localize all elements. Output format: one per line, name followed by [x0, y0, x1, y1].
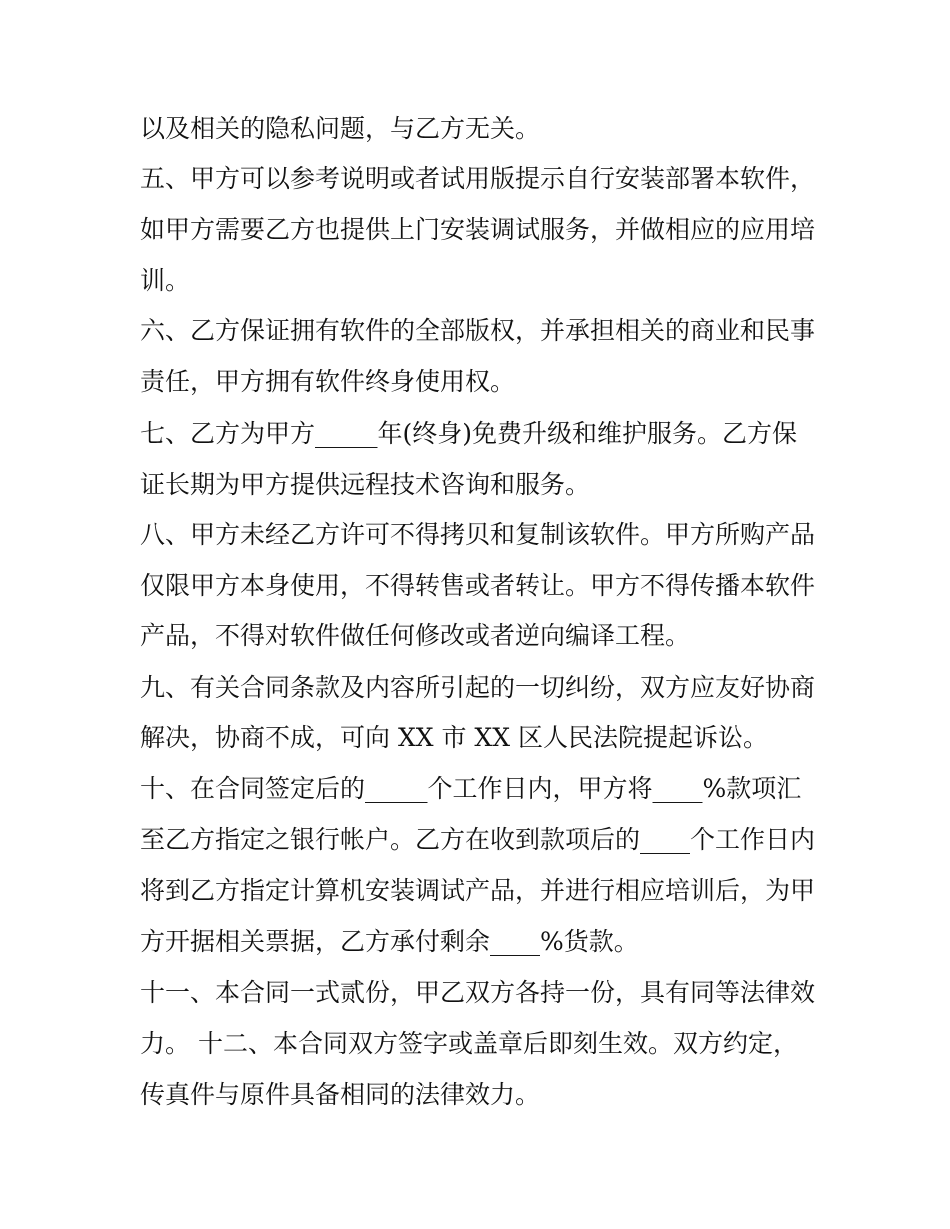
text-line: 传真件与原件具备相同的法律效力。 — [140, 1080, 541, 1109]
text-line: 十、在合同签定后的_____个工作日内，甲方将____%款项汇 — [140, 774, 802, 803]
text-line: 十一、本合同一式贰份，甲乙双方各持一份，具有同等法律效 — [140, 978, 816, 1007]
text-line: 至乙方指定之银行帐户。乙方在收到款项后的____个工作日内 — [140, 825, 816, 854]
text-line: 训。 — [140, 266, 191, 295]
text-line: 九、有关合同条款及内容所引起的一切纠纷，双方应友好协商 — [140, 673, 816, 702]
text-line: 责任，甲方拥有软件终身使用权。 — [140, 367, 516, 396]
text-line: 八、甲方未经乙方许可不得拷贝和复制该软件。甲方所购产品 — [140, 520, 816, 549]
text-line: 五、甲方可以参考说明或者试用版提示自行安装部署本软件， — [140, 164, 816, 193]
text-line: 六、乙方保证拥有软件的全部版权，并承担相关的商业和民事 — [140, 316, 816, 345]
text-line: 七、乙方为甲方_____年(终身)免费升级和维护服务。乙方保 — [140, 419, 798, 448]
text-line: 证长期为甲方提供远程技术咨询和服务。 — [140, 470, 591, 499]
text-line: 产品，不得对软件做任何修改或者逆向编译工程。 — [140, 621, 691, 650]
text-line: 方开据相关票据，乙方承付剩余____%货款。 — [140, 927, 639, 956]
text-line: 解决，协商不成，可向 XX 市 XX 区人民法院提起诉讼。 — [140, 723, 768, 752]
text-line: 如甲方需要乙方也提供上门安装调试服务，并做相应的应用培 — [140, 215, 816, 244]
text-line: 将到乙方指定计算机安装调试产品，并进行相应培训后，为甲 — [140, 876, 816, 905]
text-line: 以及相关的隐私问题，与乙方无关。 — [140, 114, 541, 143]
text-line: 仅限甲方本身使用，不得转售或者转让。甲方不得传播本软件 — [140, 571, 816, 600]
text-line: 力。 十二、本合同双方签字或盖章后即刻生效。双方约定， — [140, 1029, 798, 1058]
